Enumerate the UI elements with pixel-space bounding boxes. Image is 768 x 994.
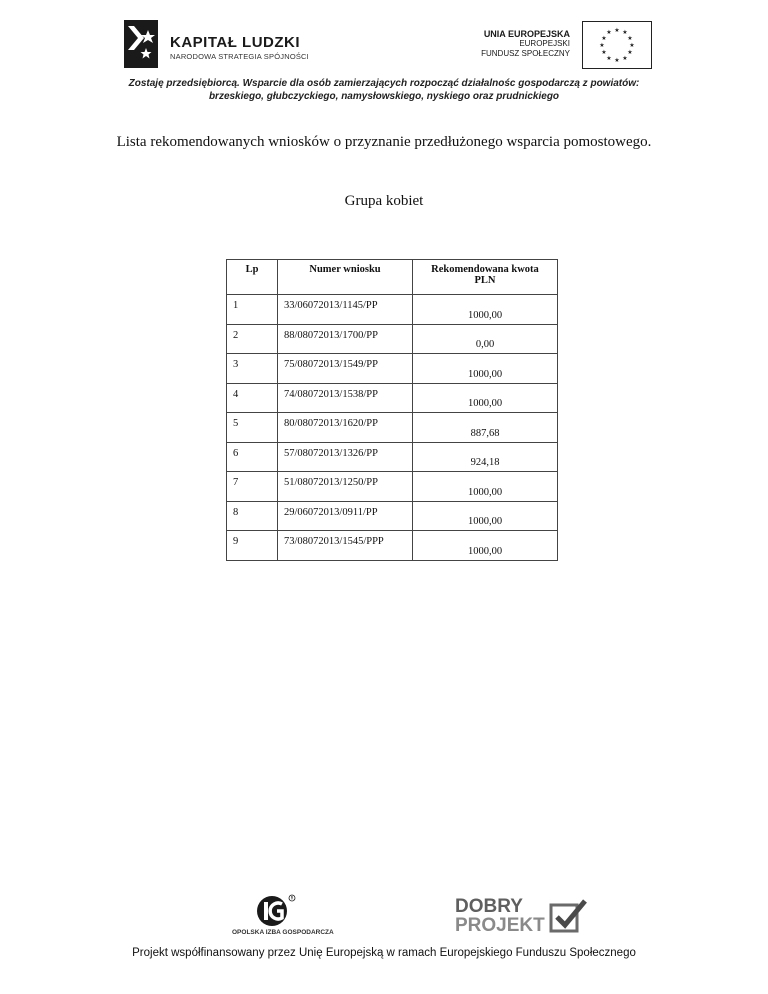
svg-text:★: ★ xyxy=(622,29,628,36)
table-row xyxy=(227,383,558,413)
cell-amount: 1000,00 xyxy=(413,354,558,384)
cell-lp: 9 xyxy=(227,531,278,561)
cell-lp: 2 xyxy=(227,324,278,354)
svg-text:★: ★ xyxy=(601,49,607,56)
cell-lp: 7 xyxy=(227,472,278,502)
cell-number: 88/08072013/1700/PP xyxy=(278,324,413,354)
cell-number: 29/06072013/0911/PP xyxy=(278,501,413,531)
cell-lp: 5 xyxy=(227,413,278,443)
checkmark-box-icon xyxy=(549,897,589,935)
eu-line2: EUROPEJSKI xyxy=(519,39,570,48)
cell-lp: 3 xyxy=(227,354,278,384)
header-logos xyxy=(0,16,768,74)
svg-text:★: ★ xyxy=(627,35,633,42)
table-row xyxy=(227,531,558,561)
cell-amount: 1000,00 xyxy=(413,531,558,561)
dobry-line-1: DOBRY xyxy=(455,896,523,917)
table-row xyxy=(227,442,558,472)
table-header-row xyxy=(227,260,558,295)
svg-text:★: ★ xyxy=(606,29,612,36)
dobry-line-2: PROJEKT xyxy=(455,915,545,936)
svg-text:★: ★ xyxy=(606,55,612,62)
eu-flag-icon xyxy=(582,21,652,69)
svg-text:★: ★ xyxy=(614,27,620,34)
dobry-projekt-logo xyxy=(455,897,595,937)
cell-number: 73/08072013/1545/PPP xyxy=(278,531,413,561)
dobry-projekt-label xyxy=(455,897,545,935)
table-row xyxy=(227,295,558,325)
eu-logo-text xyxy=(480,29,570,59)
svg-text:★: ★ xyxy=(627,49,633,56)
oig-label: OPOLSKA IZBA GOSPODARCZA xyxy=(232,929,334,936)
cell-number: 75/08072013/1549/PP xyxy=(278,354,413,384)
cell-lp: 8 xyxy=(227,501,278,531)
cell-number: 80/08072013/1620/PP xyxy=(278,413,413,443)
tagline-line-1: Zostaję przedsiębiorcą. Wsparcie dla osób zamierzających rozpocząć działalnośc gospodarczą z powiatów: xyxy=(128,78,640,89)
footer-funding-note: Projekt współfinansowany przez Unię Europejską w ramach Europejskiego Funduszu Społecznego xyxy=(132,947,636,959)
cell-number: 51/08072013/1250/PP xyxy=(278,472,413,502)
cell-amount: 0,00 xyxy=(413,324,558,354)
svg-text:R: R xyxy=(290,895,294,901)
cell-lp: 4 xyxy=(227,383,278,413)
table-row xyxy=(227,472,558,502)
kapital-ludzki-logo xyxy=(120,18,340,70)
recommendation-table xyxy=(226,259,558,561)
kapital-ludzki-subtitle: NARODOWA STRATEGIA SPÓJNOŚCI xyxy=(170,52,309,61)
tagline-line-2: brzeskiego, głubczyckiego, namysłowskiego, nyskiego oraz prudnickiego xyxy=(208,91,560,102)
table-row xyxy=(227,354,558,384)
cell-amount: 924,18 xyxy=(413,442,558,472)
kapital-ludzki-emblem-icon xyxy=(120,18,162,70)
cell-number: 74/08072013/1538/PP xyxy=(278,383,413,413)
svg-text:★: ★ xyxy=(601,35,607,42)
svg-text:★: ★ xyxy=(614,57,620,64)
cell-amount: 1000,00 xyxy=(413,472,558,502)
cell-amount: 1000,00 xyxy=(413,295,558,325)
cell-amount: 1000,00 xyxy=(413,501,558,531)
table-row xyxy=(227,413,558,443)
oig-emblem-icon xyxy=(252,893,322,929)
cell-number: 33/06072013/1145/PP xyxy=(278,295,413,325)
table-row xyxy=(227,324,558,354)
cell-lp: 1 xyxy=(227,295,278,325)
header-amount xyxy=(413,260,558,295)
eu-line3: FUNDUSZ SPOŁECZNY xyxy=(481,49,570,58)
header-amount-line-1: Rekomendowana kwota xyxy=(431,264,539,275)
cell-lp: 6 xyxy=(227,442,278,472)
group-title: Grupa kobiet xyxy=(344,193,424,209)
header-number: Numer wniosku xyxy=(278,260,413,295)
document-title: Lista rekomendowanych wniosków o przyznanie przedłużonego wsparcia pomostowego. xyxy=(116,134,652,150)
svg-text:★: ★ xyxy=(599,42,605,49)
header-lp: Lp xyxy=(227,260,278,295)
cell-number: 57/08072013/1326/PP xyxy=(278,442,413,472)
cell-amount: 1000,00 xyxy=(413,383,558,413)
header-amount-line-2: PLN xyxy=(474,275,496,286)
svg-text:★: ★ xyxy=(629,42,635,49)
oig-logo xyxy=(230,893,340,938)
footer-logos xyxy=(0,893,768,938)
table-row xyxy=(227,501,558,531)
kapital-ludzki-title: KAPITAŁ LUDZKI xyxy=(170,34,301,51)
project-tagline xyxy=(60,77,708,103)
svg-text:★: ★ xyxy=(622,55,628,62)
eu-title: UNIA EUROPEJSKA xyxy=(483,29,570,39)
cell-amount: 887,68 xyxy=(413,413,558,443)
